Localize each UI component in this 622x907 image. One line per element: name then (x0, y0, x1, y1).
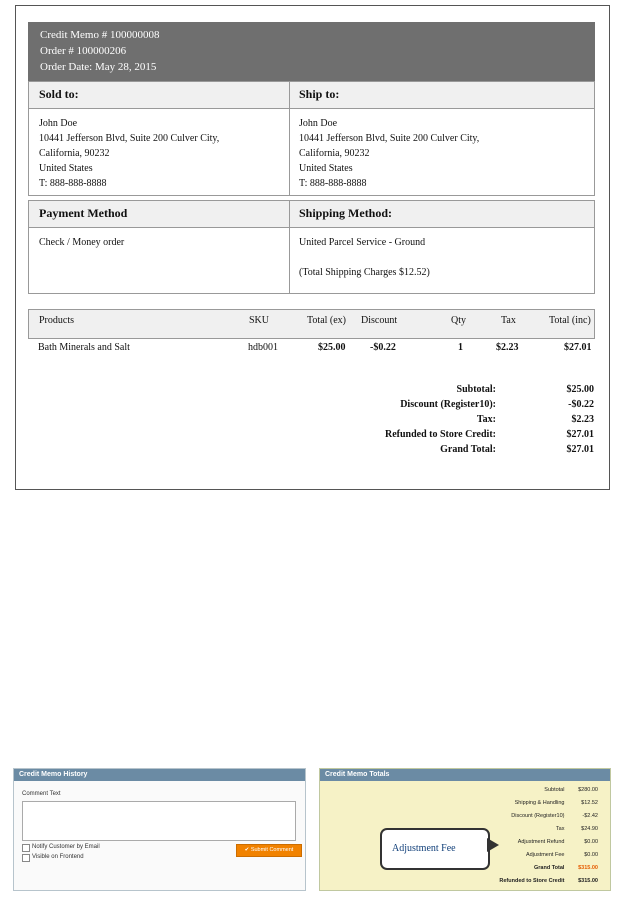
totals-row: Refunded to Store Credit: $27.01 (384, 429, 594, 440)
shipping-method-value: United Parcel Service - Ground (299, 237, 426, 248)
shipping-charges: (Total Shipping Charges $12.52) (299, 267, 430, 278)
payment-method-title: Payment Method (39, 206, 128, 220)
sold-to-address: John Doe 10441 Jefferson Blvd, Suite 200 Culver City, California, 90232 United States T: 888-888-8888 (39, 118, 220, 189)
memo-header (28, 22, 595, 85)
memo-totals (316, 384, 596, 459)
totals-row: Shipping & Handling $12.52 (514, 800, 598, 806)
history-title: Credit Memo History (14, 769, 305, 781)
totals-row: Grand Total: $27.01 (440, 444, 594, 455)
notify-checkbox[interactable] (22, 844, 30, 852)
products-table (28, 309, 595, 359)
callout-pointer (487, 838, 499, 852)
ship-to-title: Ship to: (299, 87, 340, 101)
adjustment-refund-row: Adjustment Refund $0.00 (517, 839, 598, 845)
adjustment-fee-callout: Adjustment Fee (380, 828, 490, 870)
check-icon: ✔ (244, 847, 250, 853)
admin-panels (0, 763, 622, 907)
totals-row: Subtotal $280.00 (544, 787, 598, 793)
totals-title: Credit Memo Totals (320, 769, 610, 781)
totals-row: Tax: $2.23 (476, 414, 594, 425)
address-box (28, 81, 595, 196)
totals-row: Discount (Register10): -$0.22 (400, 399, 594, 410)
submit-comment-button[interactable]: ✔ Submit Comment (236, 844, 302, 857)
order-number: Order # 100000206 (40, 45, 127, 57)
method-box (28, 200, 595, 294)
payment-method-value: Check / Money order (39, 237, 125, 248)
credit-memo (15, 5, 610, 490)
shipping-method-title: Shipping Method: (299, 206, 393, 220)
refunded-store-credit-row: Refunded to Store Credit $315.00 (499, 878, 598, 884)
adjustment-fee-row: Adjustment Fee $0.00 (525, 852, 598, 858)
totals-row: Tax $24.90 (555, 826, 598, 832)
credit-memo-number: Credit Memo # 100000008 (40, 29, 160, 41)
credit-memo-history-panel (13, 768, 306, 891)
comment-textarea[interactable] (22, 801, 296, 841)
products-header: Products SKU Total (ex) Discount Qty Tax Total (inc) (28, 309, 595, 339)
visible-checkbox[interactable] (22, 854, 30, 862)
ship-to-address: John Doe 10441 Jefferson Blvd, Suite 200 Culver City, California, 90232 United States T: 888-888-8888 (299, 118, 480, 189)
totals-row: Subtotal: $25.00 (456, 384, 594, 395)
grand-total-row: Grand Total $315.00 (534, 865, 598, 871)
totals-row: Discount (Register10) -$2.42 (511, 813, 598, 819)
table-row: Bath Minerals and Salt hdb001 $25.00 -$0.22 1 $2.23 $27.01 (38, 342, 592, 353)
sold-to-title: Sold to: (39, 87, 79, 101)
visible-label: Visible on Frontend (32, 854, 84, 860)
notify-label: Notify Customer by Email (32, 844, 100, 850)
comment-label: Comment Text (22, 791, 61, 797)
order-date: Order Date: May 28, 2015 (40, 61, 157, 73)
